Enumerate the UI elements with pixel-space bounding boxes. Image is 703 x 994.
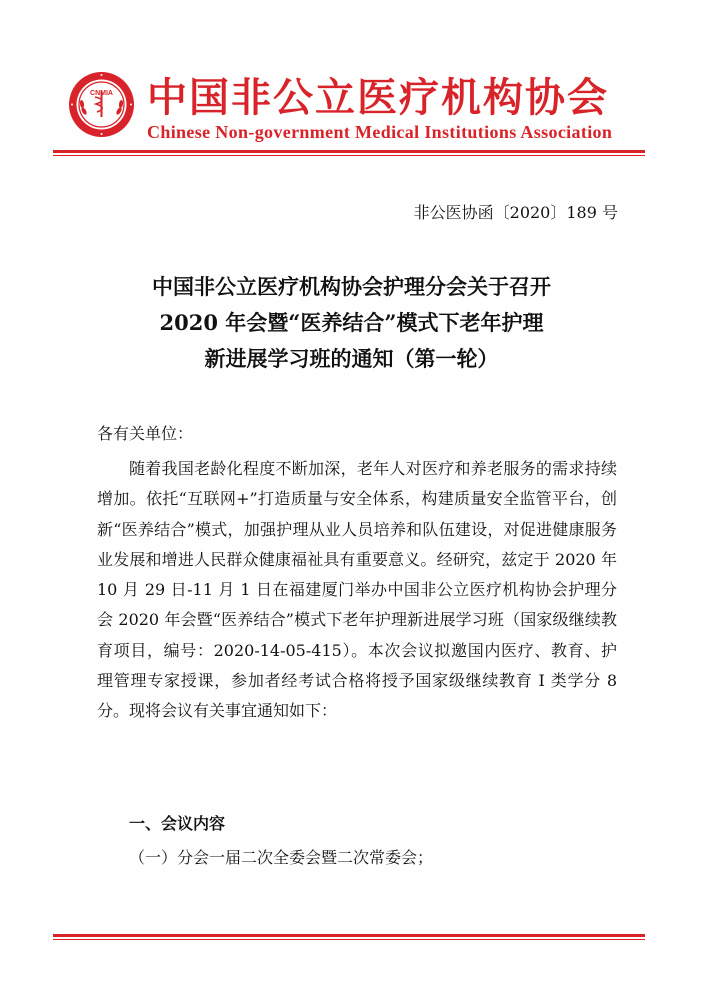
footer-rule-thin: [53, 939, 645, 940]
document-number: 非公医协函〔2020〕189 号: [413, 203, 618, 222]
header-rule-thick: [53, 150, 645, 153]
document-title-line-2: 2020 年会暨“医养结合”模式下老年护理: [159, 310, 544, 335]
logo-text: CNMIA: [90, 90, 113, 97]
document-title-line-3: 新进展学习班的通知（第一轮）: [204, 346, 499, 371]
salutation: 各有关单位：: [97, 424, 194, 443]
association-seal-icon: [68, 71, 135, 138]
body-paragraph: 随着我国老龄化程度不断加深，老年人对医疗和养老服务的需求持续增加。依托“互联网+”打造质量与安全体系，构建质量安全监管平台，创新“医养结合”模式，加强护理从业人员培养和队伍建设，对促进健康服务业发展和增进人民群众健康福祉具有重要意义。经研究，兹定于 2020 年 10 月 29 日-11 月 1 日在福建厦门举办中国非公立医疗机构协会护理分会 2020 年会暨“医养结合”模式下老年护理新进展学习班（国家级继续教育项目，编号：2020-14-05-415）。本次会议拟邀国内医疗、教育、护理管理专家授课，参加者经考试合格将授予国家级继续教育 I 类学分 8 分。现将会议有关事宜通知如下：: [97, 459, 617, 721]
organization-name-en: Chinese Non-government Medical Institutions Association: [147, 122, 613, 142]
header-rule-thin: [53, 155, 645, 156]
section-heading: 一、会议内容: [129, 814, 226, 833]
organization-name-cn: 中国非公立医疗机构协会: [147, 75, 609, 121]
document-title-line-1: 中国非公立医疗机构协会护理分会关于召开: [152, 274, 551, 299]
footer-rule-thick: [53, 934, 645, 937]
sub-item: （一）分会一届二次全委会暨二次常委会；: [129, 848, 434, 867]
